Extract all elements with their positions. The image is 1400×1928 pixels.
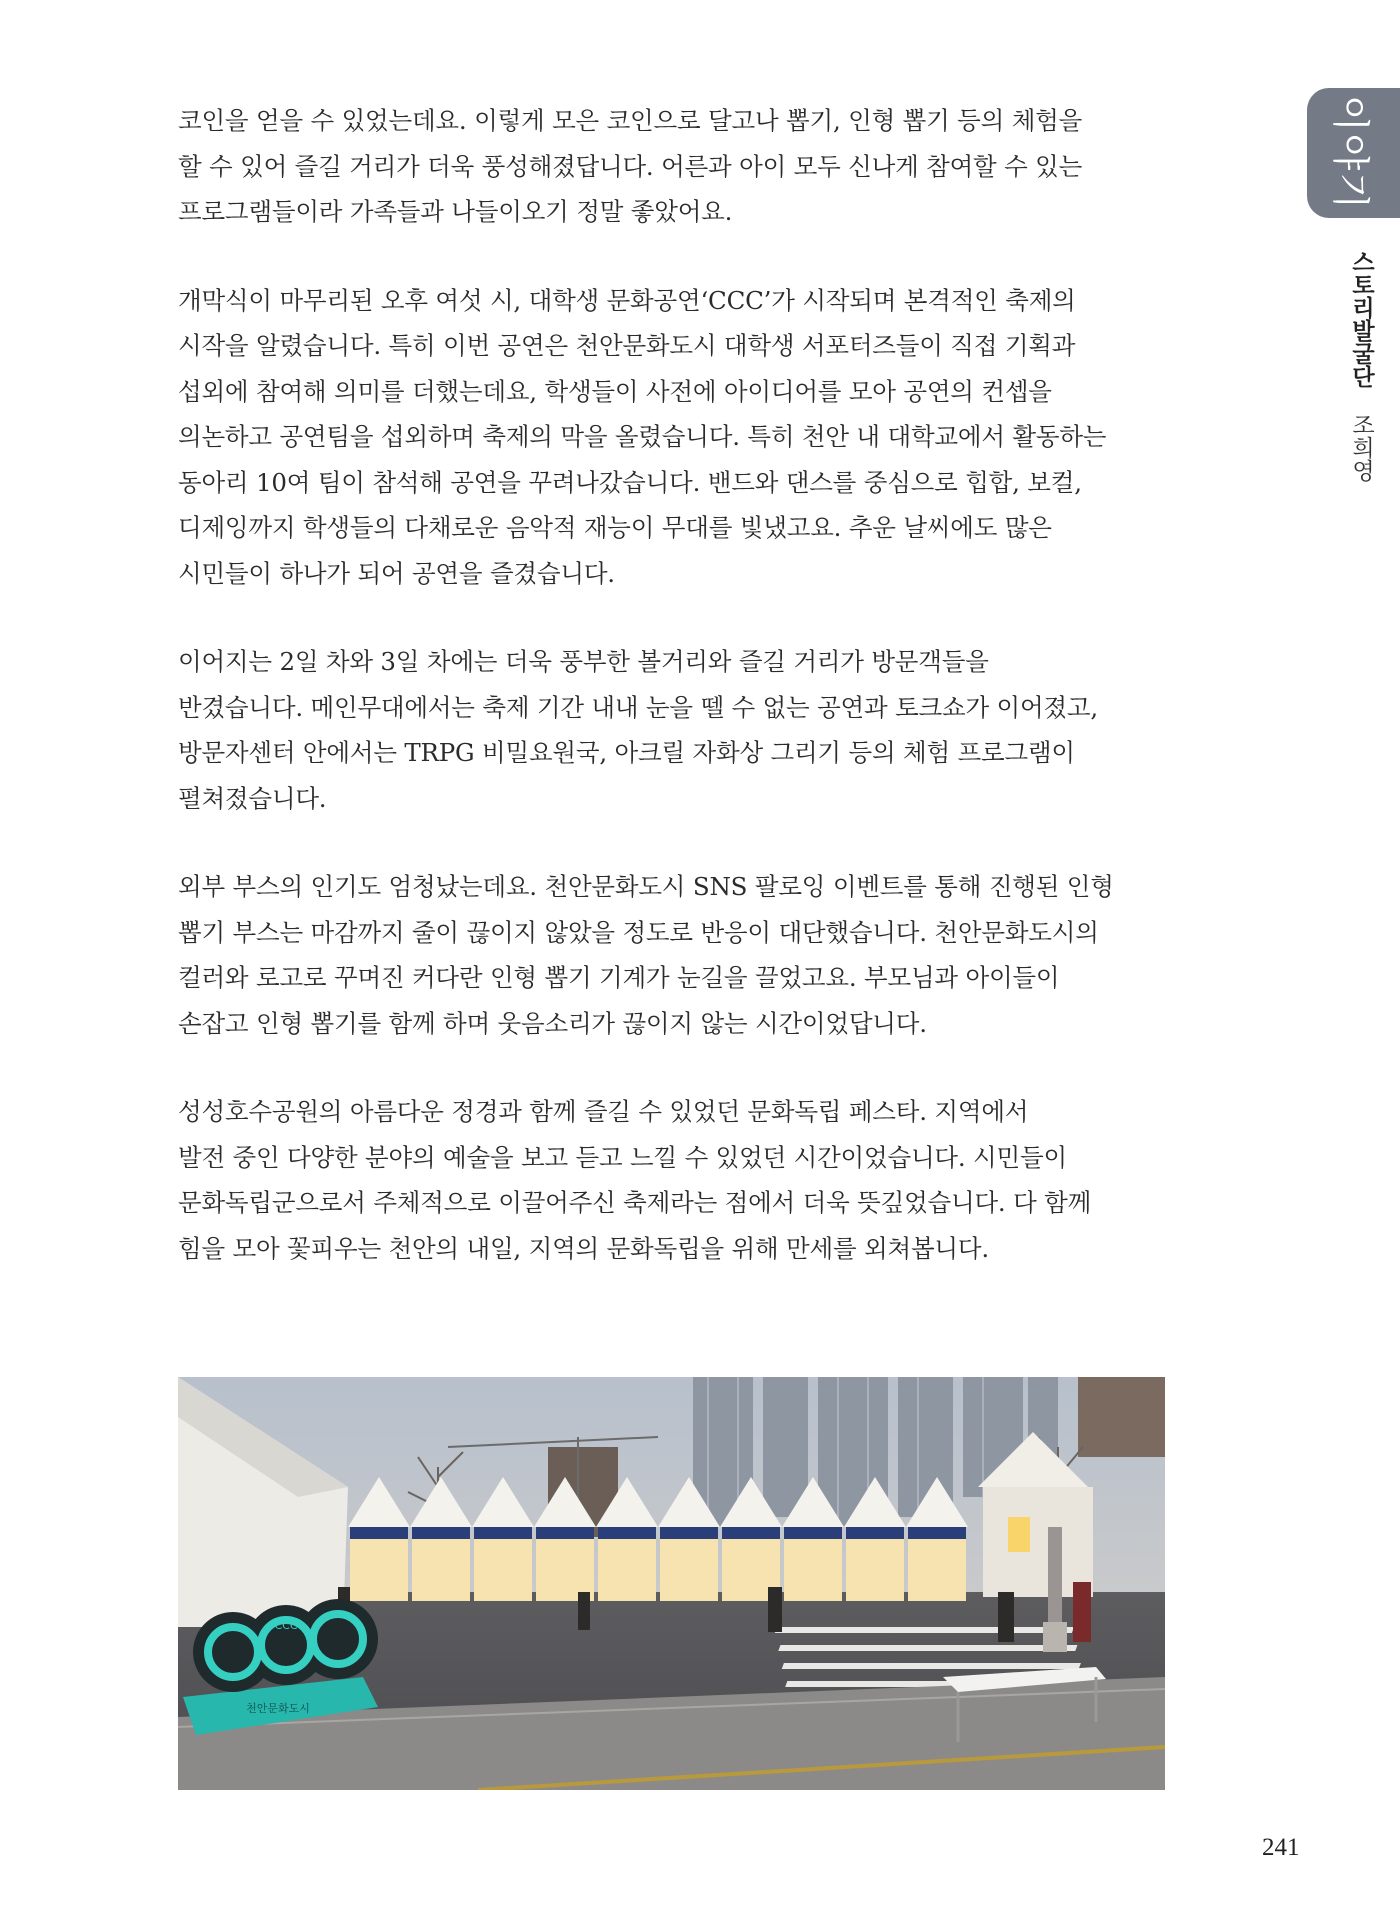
text-line: 문화독립군으로서 주체적으로 이끌어주신 축제라는 점에서 더욱 뜻깊었습니다. 다 함께 [178, 1188, 1092, 1217]
text-line: 프로그램들이라 가족들과 나들이오기 정말 좋았어요. [178, 197, 733, 226]
page-number: 241 [1262, 1834, 1300, 1861]
paragraph [178, 864, 1193, 1046]
author-name: 조희영 [1348, 413, 1374, 483]
article-body [178, 98, 1193, 1314]
text-line: 섭외에 참여해 의미를 더했는데요, 학생들이 사전에 아이디어를 모아 공연의 컨셉을 [178, 376, 1052, 406]
text-line: 개막식이 마무리된 오후 여섯 시, 대학생 문화공연‘CCC’가 시작되며 본격적인 축제의 [178, 285, 1076, 315]
text-line: 의논하고 공연팀을 섭외하며 축제의 막을 올렸습니다. 특히 천안 내 대학교에서 활동하는 [178, 422, 1107, 451]
sign-caption: 천안문화도시 [246, 1702, 310, 1715]
paragraph [178, 278, 1193, 597]
text-line: 발전 중인 다양한 분야의 예술을 보고 듣고 느낄 수 있었던 시간이었습니다. 시민들이 [178, 1142, 1067, 1172]
text-line: 뽑기 부스는 마감까지 줄이 끊이지 않았을 정도로 반응이 대단했습니다. 천안문화도시의 [178, 917, 1099, 947]
paragraph [178, 98, 1193, 235]
text-line: 할 수 있어 즐길 거리가 더욱 풍성해졌답니다. 어른과 아이 모두 신나게 참여할 수 있는 [178, 151, 1083, 181]
section-title: 스토리발굴단 [1348, 250, 1374, 388]
text-line: 반겼습니다. 메인무대에서는 축제 기간 내내 눈을 뗄 수 없는 공연과 토크쇼가 이어졌고, [178, 692, 1098, 722]
text-line: 외부 부스의 인기도 엄청났는데요. 천안문화도시 SNS 팔로잉 이벤트를 통해 진행된 인형 [178, 872, 1114, 901]
text-line: 손잡고 인형 뽑기를 함께 하며 웃음소리가 끊이지 않는 시간이었답니다. [178, 1008, 927, 1038]
text-line: 시작을 알렸습니다. 특히 이번 공연은 천안문화도시 대학생 서포터즈들이 직접 기획과 [178, 331, 1076, 360]
text-line: 시민들이 하나가 되어 공연을 즐겼습니다. [178, 558, 615, 588]
text-line: 성성호수공원의 아름다운 정경과 함께 즐길 수 있었던 문화독립 페스타. 지역에서 [178, 1097, 1029, 1126]
chapter-tab [1307, 88, 1400, 218]
paragraph [178, 1089, 1193, 1271]
text-line: 디제잉까지 학생들의 다채로운 음악적 재능이 무대를 빛냈고요. 추운 날씨에도 많은 [178, 513, 1052, 542]
text-line: 힘을 모아 꽃피우는 천안의 내일, 지역의 문화독립을 위해 만세를 외쳐봅니다. [178, 1233, 989, 1263]
festival-photo [178, 1377, 1165, 1790]
text-line: 펼쳐졌습니다. [178, 783, 327, 813]
text-line: 방문자센터 안에서는 TRPG 비밀요원국, 아크릴 자화상 그리기 등의 체험 프로그램이 [178, 738, 1075, 767]
text-line: 코인을 얻을 수 있었는데요. 이렇게 모은 코인으로 달고나 뽑기, 인형 뽑기 등의 체험을 [178, 106, 1083, 135]
section-label [1345, 250, 1378, 482]
text-line: 동아리 10여 팀이 참석해 공연을 꾸려나갔습니다. 밴드와 댄스를 중심으로 힙합, 보컬, [178, 467, 1082, 497]
chapter-tab-label: 이야기 [1328, 94, 1372, 212]
text-line: 컬러와 로고로 꾸며진 커다란 인형 뽑기 기계가 눈길을 끌었고요. 부모님과 아이들이 [178, 963, 1060, 992]
sign-text: CCC [274, 1619, 298, 1632]
text-line: 이어지는 2일 차와 3일 차에는 더욱 풍부한 볼거리와 즐길 거리가 방문객들을 [178, 647, 989, 676]
paragraph [178, 639, 1193, 821]
